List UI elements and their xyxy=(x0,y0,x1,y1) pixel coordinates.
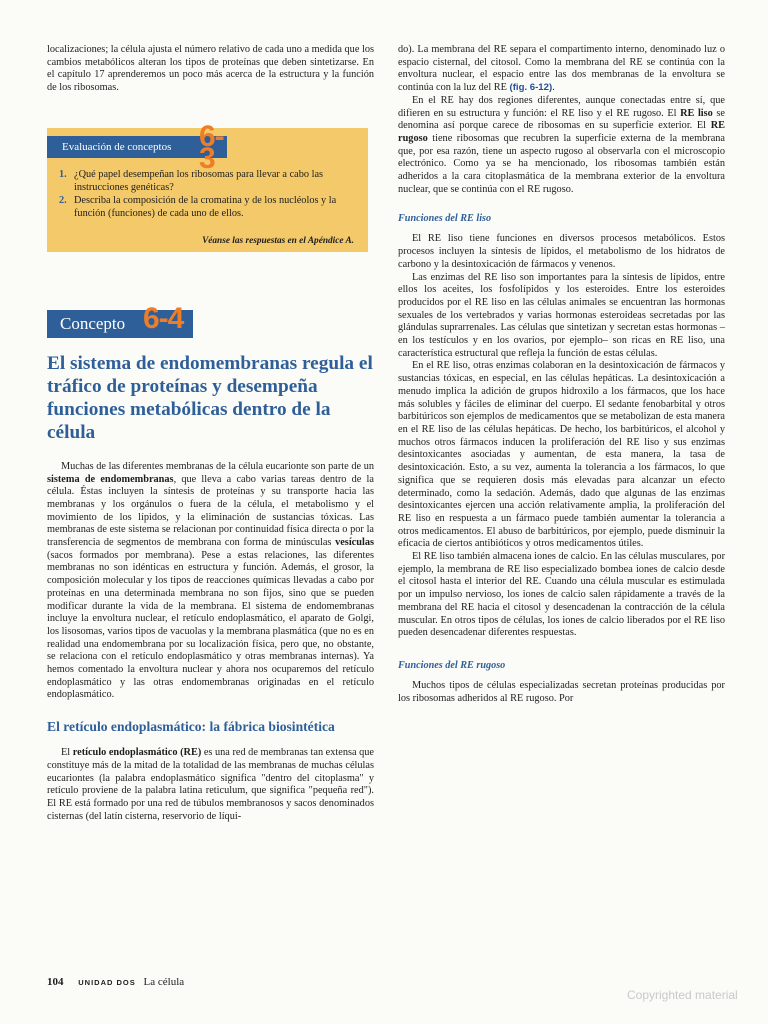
section-heading: El sistema de endomembranas regula el tráfico de proteínas y desempeña funciones metabólicas dentro de la célula xyxy=(47,352,373,443)
concept-check-header xyxy=(47,119,227,175)
right-column xyxy=(398,44,725,705)
body-paragraph: El RE liso también almacena iones de calcio. En las células musculares, por ejemplo, la membrana de RE liso especializado bombea iones de calcio desde el citosol hasta el interior del RE. Cuando una célula muscular es estimulada por un impulso nervioso, los iones de calcio salen rápidamente a través de la membrana del RE hacia el citosol y desencadenan la contracción de la célula muscular. En otros tipos de células, los iones de calcio liberados por el RE liso pueden desencadenar diferentes respuestas. xyxy=(398,551,725,639)
left-column xyxy=(47,44,374,823)
body-paragraph: Muchas de las diferentes membranas de la célula eucarionte son parte de un sistema de endomembranas, que lleva a cabo varias tareas dentro de la célula. Éstas incluyen la síntesis de proteínas y su transporte hacia las membranas y los orgánulos o fuera de la célula, el metabolismo y el movimiento de los lípidos, y la eliminación de sustancias tóxicas. Las membranas de este sistema se relacionan por continuidad física directa o por la transferencia de segmentos de membrana con forma de minúsculas vesículas (sacos formados por membrana). Pese a estas relaciones, las diferentes membranas no son idénticas en estructura y función. Además, el grosor, la composición molecular y los tipos de reacciones químicas llevadas a cabo por proteínas en una determinada membrana no son fijos, sino que se pueden modificar durante la vida de la membrana. El sistema de endomembranas incluye la envoltura nuclear, el retículo endoplasmático, el aparato de Golgi, los lisosomas, varios tipos de vacuolas y la membrana plasmática (que no es en realidad una endomembrana por su localización física, pero que, no obstante, se relaciona con el retículo endoplasmático y otras membranas internas). Ya hemos comentado la envoltura nuclear y ahora nos ocuparemos del retículo endoplasmático y las otras endomembranas originadas en el retículo endoplasmático. xyxy=(47,460,374,701)
concept-check-box xyxy=(47,119,368,252)
subsection-heading: El retículo endoplasmático: la fábrica biosintética xyxy=(47,719,335,735)
body-paragraph: En el RE liso, otras enzimas colaboran en la desintoxicación de fármacos y sustancias tóxicas, en especial, en las células hepáticas. La desintoxicación a menudo implica la adición de grupos hidroxilo a los fármacos, que los hace más solubles y fáciles de eliminar del cuerpo. El sedante fenobarbital y otros barbitúricos son ejemplos de medicamentos que se metabolizan de esta manera en el RE liso de las células hepáticas. De hecho, los barbitúricos, el alcohol y muchos otros fármacos inducen la proliferación del RE liso y sus enzimas desintoxicantes asociadas y aumentan, de esta manera, la tasa de desintoxicación. Esto, a su vez, aumenta la tolerancia a los fármacos, lo que significa que se requieren dosis más elevadas para alcanzar un efecto determinado, como la sedación. Además, dado que algunas de las enzimas desintoxicantes ejercen una acción relativamente amplia, la proliferación del RE liso en respuesta a un fármaco puede también aumentar la tolerancia a otros medicamentos. El abuso de barbitúricos, por ejemplo, puede disminuir la eficacia de ciertos antibióticos y otros medicamentos útiles. xyxy=(398,360,725,550)
body-paragraph: En el RE hay dos regiones diferentes, aunque conectadas entre sí, que difieren en su estructura y función: el RE liso y el RE rugoso. El RE liso se denomina así porque carece de ribosomas en su superficie exterior. El RE rugoso tiene ribosomas que recubren la superficie externa de la membrana que, por esa razón, tiene un aspecto rugoso al observarla con el microscopio electrónico. Como ya se ha mencionado, los ribosomas también están adheridos a la cara citoplasmática de la membrana exterior de la envoltura nuclear, que se continúa con el RE rugoso. xyxy=(398,94,725,195)
unit-label: UNIDAD DOS xyxy=(78,978,136,987)
page-footer xyxy=(47,976,184,988)
body-paragraph: El RE liso tiene funciones en diversos procesos metabólicos. Estos procesos incluyen la síntesis de lípidos, el metabolismo de los hidratos de carbono y la desintoxicación de fármacos y venenos. xyxy=(398,233,725,270)
page-number: 104 xyxy=(47,976,64,988)
body-paragraph: El retículo endoplasmático (RE) es una red de membranas tan extensa que constituye más de la mitad de la totalidad de las membranas de muchas células eucariontes (la palabra endoplasmático significa "dentro del citoplasma" y retículo proviene de la palabra latina reticulum, que significa "pequeña red"). El RE está formado por una red de túbulos membranosos y sacos denominados cisternas (del latín cisterna, reservorio de líqui- xyxy=(47,747,374,822)
body-paragraph: Muchos tipos de células especializadas secretan proteínas producidas por los ribosomas adheridos al RE rugoso. Por xyxy=(398,679,725,704)
answers-note: Véanse las respuestas en el Apéndice A. xyxy=(202,235,354,246)
figure-reference[interactable]: (fig. 6-12) xyxy=(509,82,553,94)
copyright-watermark: Copyrighted material xyxy=(627,988,738,1002)
body-paragraph: do). La membrana del RE separa el compartimento interno, denominado luz o espacio cisternal, del citosol. Como la membrana del RE se continúa con la envoltura nuclear, el espacio entre las dos membranas de la envoltura se continúa con la luz del RE (fig. 6-12). xyxy=(398,44,725,94)
concept-label: Concepto xyxy=(60,313,126,333)
concept-check-number: 6-3 xyxy=(199,119,224,175)
concept-banner xyxy=(47,301,374,338)
unit-title: La célula xyxy=(143,976,185,988)
subsection-heading: Funciones del RE liso xyxy=(398,213,492,225)
concept-check-title: Evaluación de conceptos xyxy=(62,140,172,153)
concept-number: 6-4 xyxy=(143,301,184,335)
list-item: 1. ¿Qué papel desempeñan los ribosomas para llevar a cabo las instrucciones genéticas? xyxy=(59,168,324,193)
body-paragraph: Las enzimas del RE liso son importantes para la síntesis de lípidos, entre ellos los aceites, los fosfolípidos y los esteroides. Entre los esteroides producidos por el RE liso en las células animales se encuentran las hormonas sexuales de los vertebrados y varias hormonas esteroideas secretadas por las glándulas suprarrenales. Las células que sintetizan y secretan estas hormonas –en los testículos y en los ovarios, por ejemplo– son ricas en RE liso, una característica estructural que refleja la función de estas células. xyxy=(398,271,725,359)
concept-check-list xyxy=(59,168,359,220)
list-item: 2. Describa la composición de la cromatina y de los nucléolos y la función (funciones) de cada uno de ellos. xyxy=(59,194,337,219)
subsection-heading: Funciones del RE rugoso xyxy=(398,659,506,671)
intro-paragraph: localizaciones; la célula ajusta el número relativo de cada uno a medida que los cambios metabólicos alteran los tipos de proteínas que deben sintetizarse. En el capítulo 17 aprenderemos un poco más acerca de la estructura y la función de los ribosomas. xyxy=(47,44,374,94)
